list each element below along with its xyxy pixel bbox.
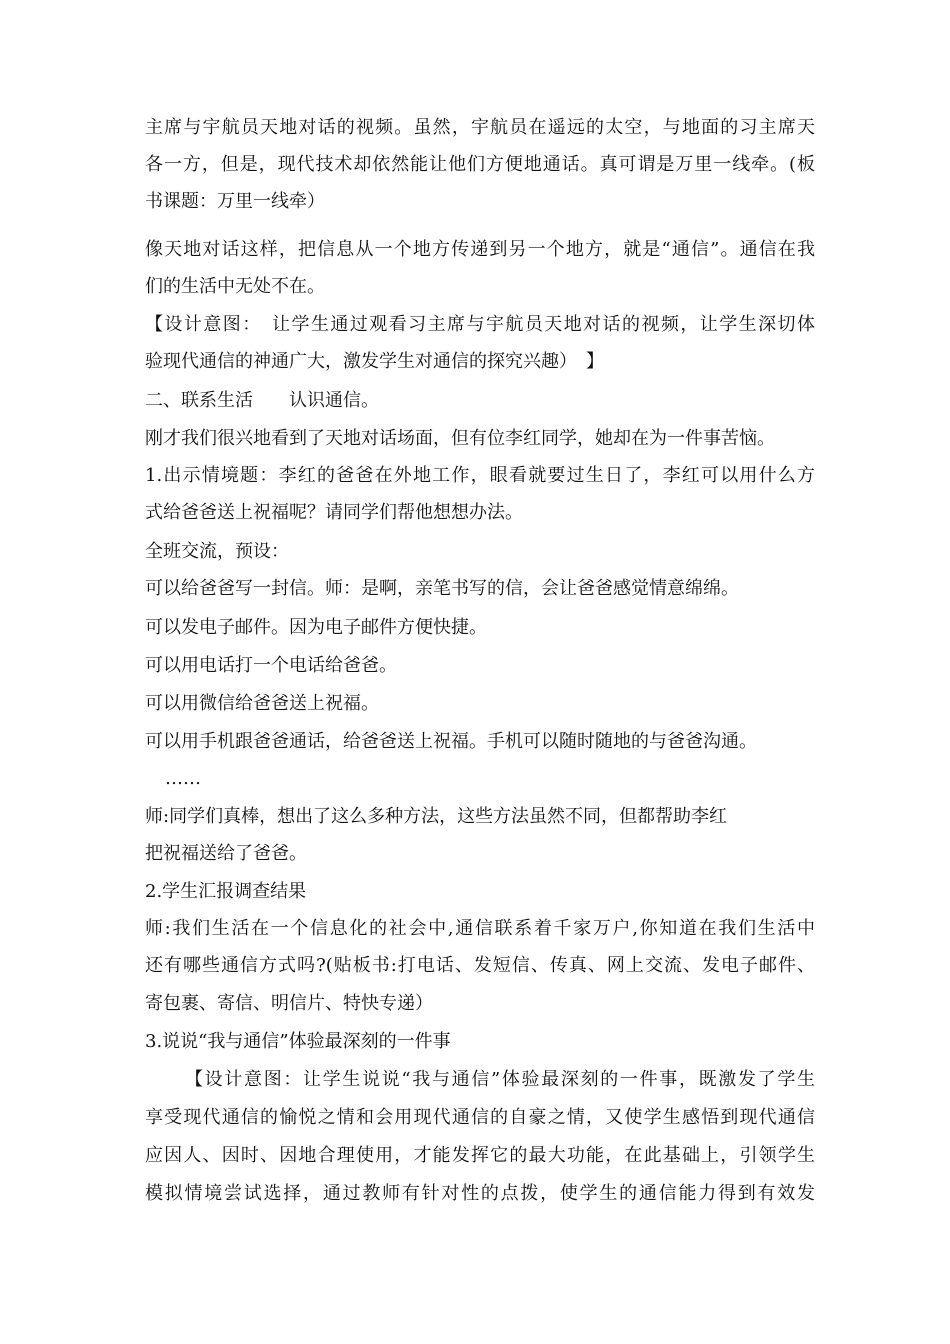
text-line: 【设计意图：让学生说说“我与通信”体验最深刻的一件事，既激发了学生	[185, 1069, 815, 1090]
text-line: 模拟情境尝试选择，通过教师有针对性的点拨，使学生的通信能力得到有效发	[145, 1183, 815, 1204]
text-line: 各一方，但是，现代技术却依然能让他们方便地通话。真可谓是万里一线牵。(板	[145, 154, 815, 175]
text-line: 全班交流，预设：	[145, 541, 289, 562]
text-line: 可以发电子邮件。因为电子邮件方便快捷。	[145, 617, 487, 638]
text-line: 可以用电话打一个电话给爸爸。	[145, 655, 397, 676]
text-line: 师:同学们真棒，想出了这么多种方法，这些方法虽然不同，但都帮助李红	[145, 806, 728, 827]
text-line: 像天地对话这样，把信息从一个地方传递到另一个地方，就是“通信”。通信在我	[145, 239, 815, 260]
text-line: 1.出示情境题：李红的爸爸在外地工作，眼看就要过生日了，李红可以用什么方	[145, 465, 815, 486]
text-line: 【设计意图： 让学生通过观看习主席与宇航员天地对话的视频，让学生深切体	[145, 314, 815, 335]
text-line: 可以用微信给爸爸送上祝福。	[145, 693, 379, 714]
text-line: 3.说说“我与通信”体验最深刻的一件事	[145, 1031, 451, 1052]
text-line: 刚才我们很兴地看到了天地对话场面，但有位李红同学，她却在为一件事苦恼。	[145, 428, 775, 449]
text-line: 们的生活中无处不在。	[145, 276, 325, 297]
text-line: ……	[165, 768, 201, 789]
text-line: 2.学生汇报调查结果	[145, 881, 307, 902]
text-line: 还有哪些通信方式吗?(贴板书:打电话、发短信、传真、网上交流、发电子邮件、	[145, 955, 815, 976]
text-line: 寄包裹、寄信、明信片、特快专递）	[145, 993, 433, 1014]
text-line: 享受现代通信的愉悦之情和会用现代通信的自豪之情，又使学生感悟到现代通信	[145, 1107, 815, 1128]
text-line: 式给爸爸送上祝福呢？请同学们帮他想想办法。	[145, 502, 523, 523]
text-line: 可以给爸爸写一封信。师：是啊，亲笔书写的信，会让爸爸感觉情意绵绵。	[145, 578, 739, 599]
text-line: 应因人、因时、因地合理使用，才能发挥它的最大功能，在此基础上，引领学生	[145, 1145, 815, 1166]
text-line: 把祝福送给了爸爸。	[145, 843, 307, 864]
text-line: 可以用手机跟爸爸通话，给爸爸送上祝福。手机可以随时随地的与爸爸沟通。	[145, 731, 757, 752]
text-line: 师:我们生活在一个信息化的社会中,通信联系着千家万户,你知道在我们生活中	[145, 918, 815, 939]
text-line: 书课题：万里一线牵）	[145, 191, 325, 212]
text-line: 验现代通信的神通广大，激发学生对通信的探究兴趣） 】	[145, 351, 604, 372]
text-line: 二、联系生活 认识通信。	[145, 390, 379, 411]
text-line: 主席与宇航员天地对话的视频。虽然，宇航员在遥远的太空，与地面的习主席天	[145, 117, 815, 138]
